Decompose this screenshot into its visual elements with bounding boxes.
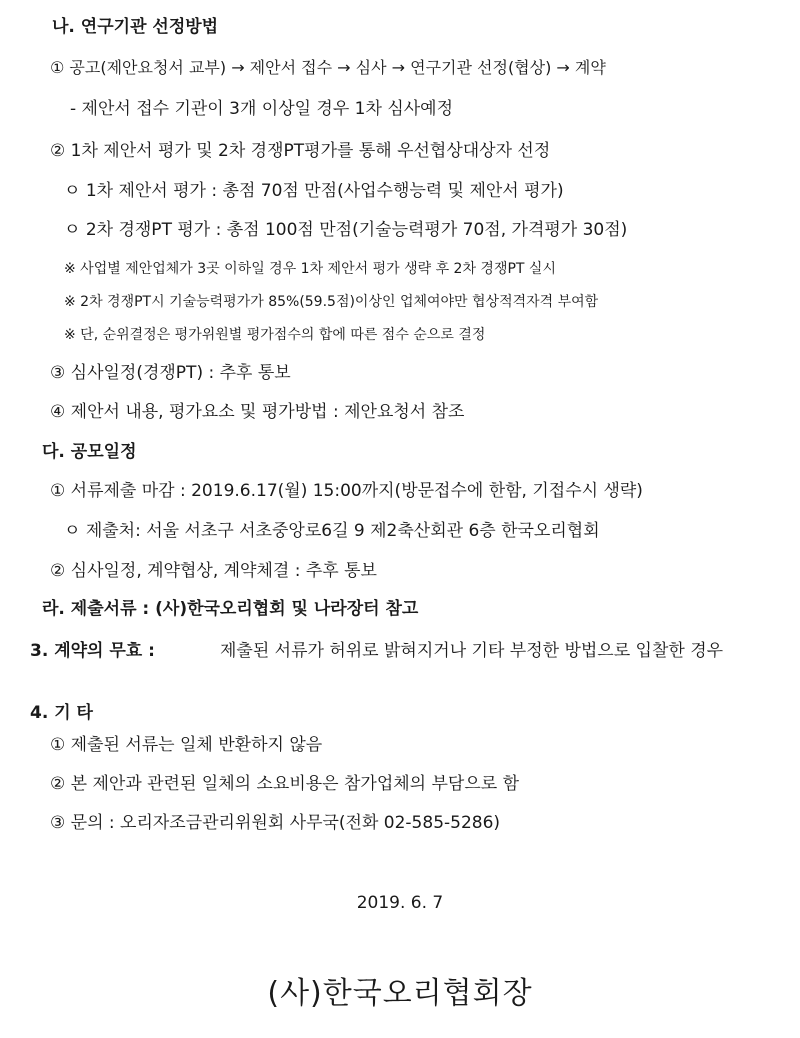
na-note-2: ※ 2차 경쟁PT시 기술능력평가가 85%(59.5점)이상인 업체여야만 협상적격자격 부여함 xyxy=(64,294,599,310)
na-item-2-sub-2: ㅇ 2차 경쟁PT 평가 : 총점 100점 만점(기술능력평가 70점, 가격평가 30점) xyxy=(64,220,628,240)
da-item-2: ② 심사일정, 계약협상, 계약체결 : 추후 통보 xyxy=(50,561,377,581)
na-item-1-note: - 제안서 접수 기관이 3개 이상일 경우 1차 심사예정 xyxy=(70,99,454,119)
na-item-1: ① 공고(제안요청서 교부) → 제안서 접수 → 심사 → 연구기관 선정(협상) → 계약 xyxy=(50,58,606,77)
da-item-1-sub: ㅇ 제출처: 서울 서초구 서초중앙로6길 9 제2축산회관 6층 한국오리협회 xyxy=(64,521,600,541)
s4-item-2: ② 본 제안과 관련된 일체의 소요비용은 참가업체의 부담으로 함 xyxy=(50,774,520,794)
section-ra-heading: 라. 제출서류 : (사)한국오리협회 및 나라장터 참고 xyxy=(42,599,419,619)
na-note-3: ※ 단, 순위결정은 평가위원별 평가점수의 합에 따른 점수 순으로 결정 xyxy=(64,327,486,343)
document-date: 2019. 6. 7 xyxy=(356,893,444,913)
da-item-1: ① 서류제출 마감 : 2019.6.17(월) 15:00까지(방문접수에 한함, 기접수시 생략) xyxy=(50,481,643,501)
section-da-heading: 다. 공모일정 xyxy=(42,442,137,462)
na-item-3: ③ 심사일정(경쟁PT) : 추후 통보 xyxy=(50,363,291,383)
na-note-1: ※ 사업별 제안업체가 3곳 이하일 경우 1차 제안서 평가 생략 후 2차 경쟁PT 실시 xyxy=(64,261,556,277)
na-item-2-sub-1: ㅇ 1차 제안서 평가 : 총점 70점 만점(사업수행능력 및 제안서 평가) xyxy=(64,181,564,201)
s4-item-3: ③ 문의 : 오리자조금관리위원회 사무국(전화 02-585-5286) xyxy=(50,813,501,833)
section-3-body: 제출된 서류가 허위로 밝혀지거나 기타 부정한 방법으로 입찰한 경우 xyxy=(220,641,724,661)
section-4-heading: 4. 기 타 xyxy=(30,703,93,723)
section-3-heading: 3. 계약의 무효 : xyxy=(30,641,155,661)
na-item-2: ② 1차 제안서 평가 및 2차 경쟁PT평가를 통해 우선협상대상자 선정 xyxy=(50,141,551,161)
na-item-4: ④ 제안서 내용, 평가요소 및 평가방법 : 제안요청서 참조 xyxy=(50,402,465,422)
section-na-heading: 나. 연구기관 선정방법 xyxy=(52,17,219,37)
s4-item-1: ① 제출된 서류는 일체 반환하지 않음 xyxy=(50,735,323,755)
signature-title: (사)한국오리협회장 xyxy=(267,976,533,1011)
